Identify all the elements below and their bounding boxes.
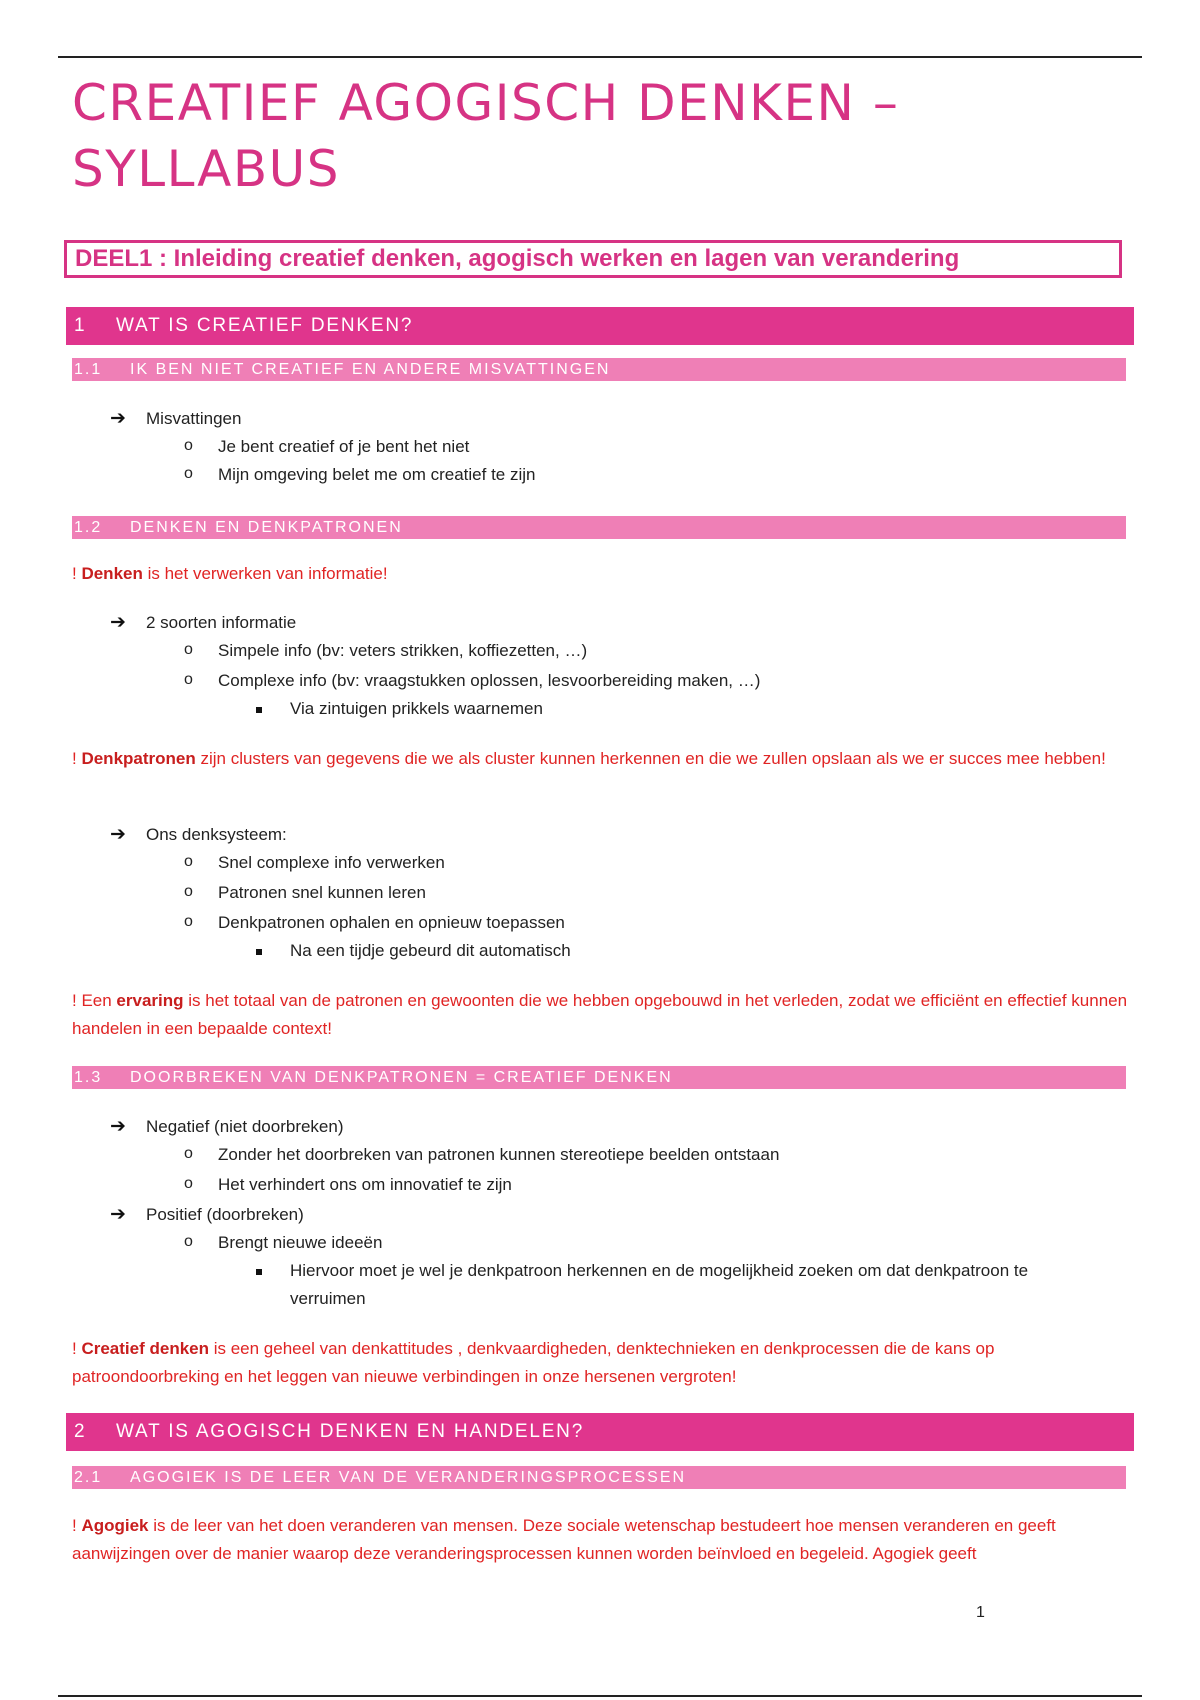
section-number: 1 <box>74 315 87 336</box>
circle-bullet-icon: o <box>184 1145 193 1162</box>
list-item: Het verhindert ons om innovatief te zijn <box>218 1175 512 1194</box>
note-term: Creatief denken <box>81 1339 209 1358</box>
page-number: 1 <box>976 1604 985 1621</box>
arrow-bullet-icon: ➔ <box>110 824 126 845</box>
note-text: is het totaal van de patronen en gewoonten die we hebben opgebouwd in het verleden, zodat we efficiënt en effectief kunnen handelen in een bepaalde context! <box>72 991 1128 1038</box>
arrow-bullet-icon: ➔ <box>110 612 126 633</box>
list-item: Je bent creatief of je bent het niet <box>218 437 470 456</box>
circle-bullet-icon: o <box>184 883 193 900</box>
section-2-heading <box>66 1413 1134 1451</box>
list-item: Snel complexe info verwerken <box>218 853 445 872</box>
list-item: Denkpatronen ophalen en opnieuw toepassen <box>218 913 565 932</box>
section-title: WAT IS CREATIEF DENKEN? <box>116 315 414 336</box>
document-title: CREATIEF AGOGISCH DENKEN – SYLLABUS <box>72 74 900 198</box>
note-term: Agogiek <box>81 1516 149 1535</box>
definition-note <box>72 745 1132 773</box>
list-item: Via zintuigen prikkels waarnemen <box>290 699 543 718</box>
list-item: Hiervoor moet je wel je denkpatroon herkennen en de mogelijkheid zoeken om dat denkpatroon te <box>290 1261 1029 1280</box>
list-item: Simpele info (bv: veters strikken, koffiezetten, …) <box>218 641 588 660</box>
arrow-bullet-icon: ➔ <box>110 408 126 429</box>
section-1-heading <box>66 307 1134 345</box>
subsection-2-1-heading <box>72 1466 1126 1489</box>
subsection-number: 1.2 <box>74 519 103 536</box>
circle-bullet-icon: o <box>184 853 193 870</box>
note-text: is de leer van het doen veranderen van mensen. Deze sociale wetenschap bestudeert hoe mensen veranderen en geeft aanwijzingen over de manier waarop deze veranderingsprocessen kunnen worden beïnvloed en begeleid. Agogiek geeft <box>72 1516 1056 1563</box>
note-text: is het verwerken van informatie! <box>142 564 388 583</box>
circle-bullet-icon: o <box>184 641 193 658</box>
note-text: zijn clusters van gegevens die we als cluster kunnen herkennen en die we zullen opslaan als we er succes mee hebben! <box>195 749 1106 768</box>
note-term: Denken <box>81 564 143 583</box>
subsection-title: DOORBREKEN VAN DENKPATRONEN = CREATIEF DENKEN <box>130 1069 673 1086</box>
note-prefix: ! <box>72 564 82 583</box>
subsection-number: 2.1 <box>74 1469 103 1486</box>
circle-bullet-icon: o <box>184 1175 193 1192</box>
section-title: WAT IS AGOGISCH DENKEN EN HANDELEN? <box>116 1421 585 1442</box>
part-heading: DEEL1 : Inleiding creatief denken, agogisch werken en lagen van verandering <box>64 240 1122 278</box>
list-item: Misvattingen <box>146 409 242 428</box>
circle-bullet-icon: o <box>184 1233 193 1250</box>
list-item: Ons denksysteem: <box>146 825 287 844</box>
note-term: ervaring <box>116 991 184 1010</box>
list-item: Positief (doorbreken) <box>146 1205 304 1224</box>
section-number: 2 <box>74 1421 87 1442</box>
definition-note <box>72 1335 1132 1391</box>
list-item: Brengt nieuwe ideeën <box>218 1233 383 1252</box>
definition-note <box>72 560 1132 588</box>
definition-note <box>72 1512 1132 1568</box>
bottom-rule <box>58 1695 1142 1697</box>
list-item: Patronen snel kunnen leren <box>218 883 426 902</box>
square-bullet-icon <box>256 707 262 713</box>
square-bullet-icon <box>256 1269 262 1275</box>
subsection-number: 1.1 <box>74 361 103 378</box>
note-prefix: ! Een <box>72 991 117 1010</box>
list-item: Complexe info (bv: vraagstukken oplossen, lesvoorbereiding maken, …) <box>218 671 761 690</box>
list-item: Na een tijdje gebeurd dit automatisch <box>290 941 571 960</box>
circle-bullet-icon: o <box>184 671 193 688</box>
subsection-1-3-heading <box>72 1066 1126 1089</box>
list-item: Mijn omgeving belet me om creatief te zijn <box>218 465 536 484</box>
arrow-bullet-icon: ➔ <box>110 1204 126 1225</box>
subsection-title: IK BEN NIET CREATIEF EN ANDERE MISVATTINGEN <box>130 361 611 378</box>
subsection-title: AGOGIEK IS DE LEER VAN DE VERANDERINGSPROCESSEN <box>130 1469 687 1486</box>
note-prefix: ! <box>72 1339 82 1358</box>
circle-bullet-icon: o <box>184 465 193 482</box>
list-item: Zonder het doorbreken van patronen kunnen stereotiepe beelden ontstaan <box>218 1145 780 1164</box>
definition-note <box>72 987 1132 1043</box>
square-bullet-icon <box>256 949 262 955</box>
note-prefix: ! <box>72 1516 82 1535</box>
list-item-continuation: verruimen <box>290 1289 366 1308</box>
subsection-1-2-heading <box>72 516 1126 539</box>
subsection-number: 1.3 <box>74 1069 103 1086</box>
note-term: Denkpatronen <box>81 749 196 768</box>
subsection-title: DENKEN EN DENKPATRONEN <box>130 519 403 536</box>
arrow-bullet-icon: ➔ <box>110 1116 126 1137</box>
circle-bullet-icon: o <box>184 437 193 454</box>
top-rule <box>58 56 1142 58</box>
note-text: is een geheel van denkattitudes , denkvaardigheden, denktechnieken en denkprocessen die de kans op patroondoorbreking en het leggen van nieuwe verbindingen in onze hersenen vergroten! <box>72 1339 995 1386</box>
subsection-1-1-heading <box>72 358 1126 381</box>
list-item: 2 soorten informatie <box>146 613 297 632</box>
circle-bullet-icon: o <box>184 913 193 930</box>
list-item: Negatief (niet doorbreken) <box>146 1117 344 1136</box>
note-prefix: ! <box>72 749 82 768</box>
